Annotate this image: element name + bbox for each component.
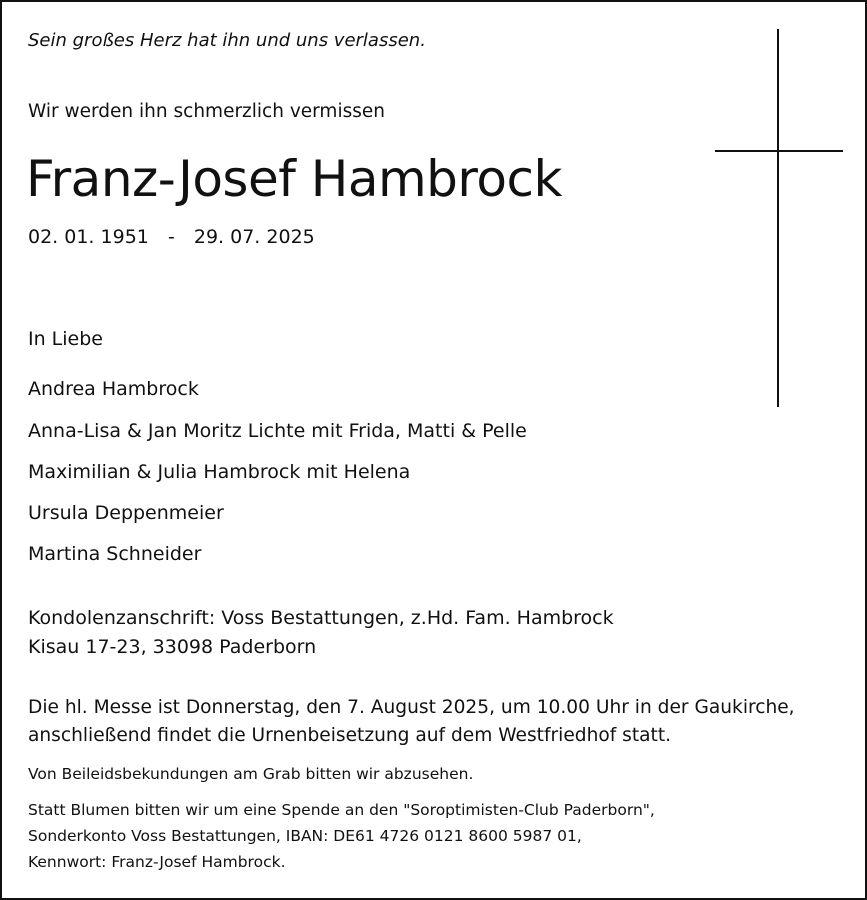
date-separator: -: [167, 226, 175, 248]
condolence-address: Kondolenzanschrift: Voss Bestattungen, z.Hd. Fam. Hambrock: [28, 607, 614, 629]
donation-line: Sonderkonto Voss Bestattungen, IBAN: DE61 4726 0121 8600 5987 01,: [28, 827, 582, 845]
mass-info: Die hl. Messe ist Donnerstag, den 7. August 2025, um 10.00 Uhr in der Gaukirche,: [28, 697, 795, 718]
love-line: In Liebe: [28, 328, 103, 350]
intro-line: Wir werden ihn schmerzlich vermissen: [28, 101, 385, 122]
death-date: 29. 07. 2025: [193, 226, 315, 248]
motto: Sein großes Herz hat ihn und uns verlassen.: [28, 30, 426, 51]
family-member: Ursula Deppenmeier: [28, 502, 224, 524]
grave-note: Von Beileidsbekundungen am Grab bitten wir abzusehen.: [28, 765, 474, 783]
birth-date: 02. 01. 1951: [28, 226, 149, 248]
deceased-name: Franz-Josef Hambrock: [26, 150, 562, 208]
family-member: Anna-Lisa & Jan Moritz Lichte mit Frida, Matti & Pelle: [28, 420, 527, 442]
family-member: Martina Schneider: [28, 543, 202, 565]
donation-line: Kennwort: Franz-Josef Hambrock.: [28, 853, 286, 871]
cross-icon-bar: [715, 150, 843, 152]
donation-line: Statt Blumen bitten wir um eine Spende an den "Soroptimisten-Club Paderborn",: [28, 801, 655, 819]
family-member: Maximilian & Julia Hambrock mit Helena: [28, 461, 411, 483]
life-dates: [28, 228, 315, 247]
family-member: Andrea Hambrock: [28, 378, 199, 400]
condolence-address-city: Kisau 17-23, 33098 Paderborn: [28, 636, 317, 658]
burial-info: anschließend findet die Urnenbeisetzung auf dem Westfriedhof statt.: [28, 725, 672, 746]
cross-icon: [777, 29, 779, 407]
